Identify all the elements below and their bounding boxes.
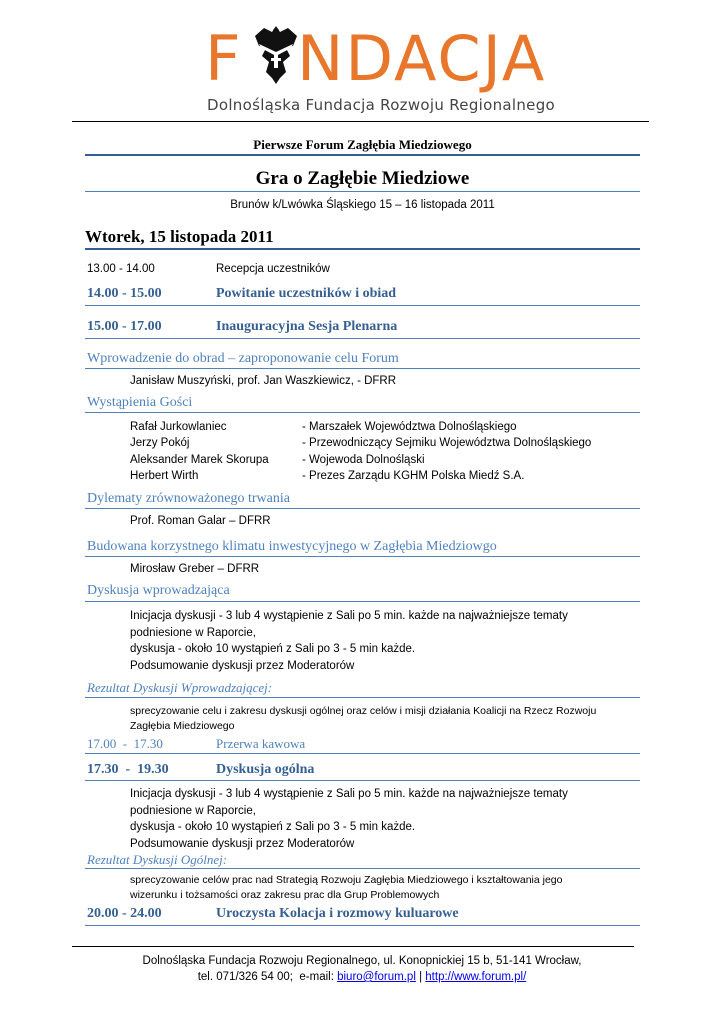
result-line: Zagłębia Miedziowego xyxy=(130,719,235,732)
guests-heading: Wystąpienia Gości xyxy=(87,395,193,410)
discussion-line: Podsumowanie dyskusji przez Moderatorów xyxy=(130,837,355,850)
general-result-heading: Rezultat Dyskusji Ogólnej: xyxy=(87,852,228,867)
logo-letters-ndacja: NDACJA xyxy=(297,22,547,95)
footer-address: Dolnośląska Fundacja Rozwoju Regionalnego, ul. Konopnickiej 15 b, 51-141 Wrocław, xyxy=(142,955,582,967)
logo-letter-f: F xyxy=(205,22,243,95)
forum-rule xyxy=(85,154,640,156)
dinner-rule xyxy=(85,925,640,926)
eagle-emblem-icon xyxy=(253,22,299,86)
plenary-label: Inauguracyjna Sesja Plenarna xyxy=(216,319,398,334)
climate-heading: Budowana korzystnego klimatu inwestycyjnego w Zagłębia Miedziowgo xyxy=(87,539,497,554)
dilemmas-speaker: Prof. Roman Galar – DFRR xyxy=(130,515,271,527)
email-link[interactable]: biuro@forum.pl xyxy=(337,971,416,983)
guest-name: Herbert Wirth xyxy=(130,469,199,482)
reception-time: 13.00 - 14.00 xyxy=(87,263,155,275)
fundacja-logo xyxy=(205,22,547,95)
intro-result-heading: Rezultat Dyskusji Wprowadzającej: xyxy=(87,680,273,695)
general-result-body xyxy=(130,873,562,902)
document-title: Gra o Zagłębie Miedziowe xyxy=(255,168,470,189)
guest-role: - Wojewoda Dolnośląski xyxy=(302,453,425,466)
guests-roles xyxy=(302,419,591,484)
guests-rule xyxy=(85,412,640,413)
result-line: wizerunku i tożsamości oraz zakresu prac dla Grup Problemowych xyxy=(130,888,440,901)
guest-role: - Marszałek Województwa Dolnośląskiego xyxy=(302,421,517,433)
footer-separator: | xyxy=(415,971,426,983)
result-line: sprecyzowanie celów prac nad Strategią Rozwoju Zagłębia Miedziowego i kształtowania jego xyxy=(130,874,563,886)
general-result-rule xyxy=(85,868,640,869)
header-divider xyxy=(72,121,649,122)
discussion-line: dyskusja - około 10 wystąpień z Sali po 3 - 5 min każde. xyxy=(130,821,416,833)
plenary-rule xyxy=(85,338,640,339)
general-rule xyxy=(85,780,640,781)
day-rule xyxy=(85,248,640,250)
discussion-line: Inicjacja dyskusji - 3 lub 4 wystąpienie z Sali po 5 min. każde na najważniejsze tematy xyxy=(130,788,568,800)
discussion-line: podniesione w Raporcie, xyxy=(130,804,256,817)
dilemmas-heading: Dylematy zrównoważonego trwania xyxy=(87,491,290,506)
footer-contact-prefix: tel. 071/326 54 00; e-mail: xyxy=(197,971,338,983)
guest-name: Aleksander Marek Skorupa xyxy=(130,453,269,466)
discussion-line: dyskusja - około 10 wystąpień z Sali po 3 - 5 min każde. xyxy=(130,643,416,655)
intro-result-body xyxy=(130,704,596,733)
general-label: Dyskusja ogólna xyxy=(216,762,315,777)
coffee-label: Przerwa kawowa xyxy=(216,736,306,751)
guest-name: Jerzy Pokój xyxy=(130,437,190,450)
dilemmas-rule xyxy=(85,508,640,509)
forum-name: Pierwsze Forum Zagłębia Miedziowego xyxy=(253,137,472,152)
location-dates: Brunów k/Lwówka Śląskiego 15 – 16 listopada 2011 xyxy=(230,199,495,211)
general-time: 17.30 - 19.30 xyxy=(87,762,169,777)
coffee-rule xyxy=(85,753,640,754)
footer-contact xyxy=(72,971,652,983)
guest-role: - Przewodniczący Sejmiku Województwa Dolnośląskiego xyxy=(302,437,592,450)
discussion-line: Podsumowanie dyskusji przez Moderatorów xyxy=(130,659,355,672)
general-discussion-body xyxy=(130,786,568,852)
footer-divider xyxy=(72,946,634,947)
intro-result-rule xyxy=(85,697,640,698)
dinner-time: 20.00 - 24.00 xyxy=(87,906,162,921)
discussion-line: podniesione w Raporcie, xyxy=(130,626,256,639)
intro-speakers: Janisław Muszyński, prof. Jan Waszkiewicz, - DFRR xyxy=(130,375,397,387)
intro-rule xyxy=(85,368,640,369)
logo-tagline: Dolnośląska Fundacja Rozwoju Regionalnego xyxy=(207,96,555,114)
welcome-rule xyxy=(85,305,640,306)
discussion-line: Inicjacja dyskusji - 3 lub 4 wystąpienie z Sali po 5 min. każde na najważniejsze tematy xyxy=(130,610,568,622)
reception-label: Recepcja uczestników xyxy=(216,263,330,275)
intro-discussion-body xyxy=(130,608,568,674)
coffee-time: 17.00 - 17.30 xyxy=(87,736,163,751)
website-link[interactable]: http://www.forum.pl/ xyxy=(425,971,527,983)
day-heading: Wtorek, 15 listopada 2011 xyxy=(85,227,274,246)
dinner-label: Uroczysta Kolacja i rozmowy kuluarowe xyxy=(216,906,459,921)
result-line: sprecyzowanie celu i zakresu dyskusji ogólnej oraz celów i misji działania Koalicji na Rzecz Rozwoju xyxy=(130,705,597,717)
welcome-time: 14.00 - 15.00 xyxy=(87,286,162,301)
intro-heading: Wprowadzenie do obrad – zaproponowanie celu Forum xyxy=(87,351,399,366)
climate-rule xyxy=(85,556,640,557)
welcome-label: Powitanie uczestników i obiad xyxy=(216,286,397,301)
guest-role: - Prezes Zarządu KGHM Polska Miedź S.A. xyxy=(302,469,525,482)
intro-discussion-rule xyxy=(85,601,640,602)
guest-name: Rafał Jurkowlaniec xyxy=(130,421,227,433)
title-rule xyxy=(85,191,640,192)
plenary-time: 15.00 - 17.00 xyxy=(87,319,162,334)
climate-speaker: Mirosław Greber – DFRR xyxy=(130,563,260,575)
intro-discussion-heading: Dyskusja wprowadzająca xyxy=(87,583,230,598)
guests-names xyxy=(130,419,269,484)
